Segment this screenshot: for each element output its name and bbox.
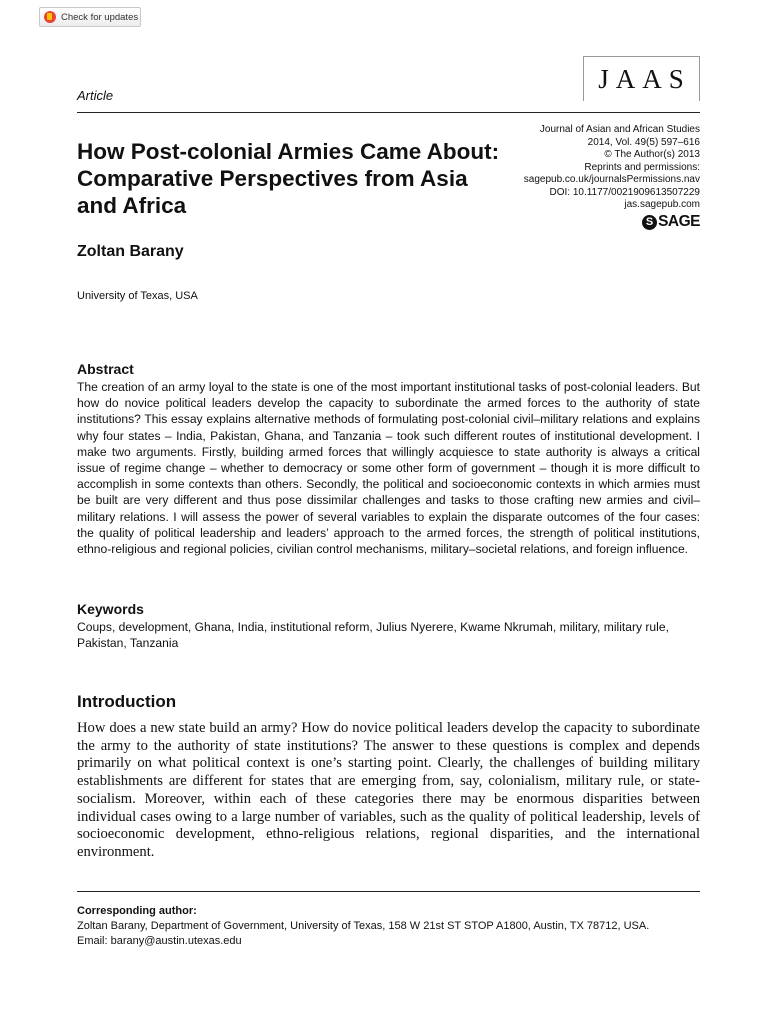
keywords-text: Coups, development, Ghana, India, institutional reform, Julius Nyerere, Kwame Nkrumah, military, military rule, Pakistan, Tanzania (77, 620, 669, 651)
crossmark-icon (44, 11, 56, 23)
corresponding-author-details (77, 919, 717, 948)
sage-s-icon: S (642, 215, 657, 230)
journal-site-link[interactable]: jas.sagepub.com (624, 199, 700, 210)
permissions-link[interactable]: sagepub.co.uk/journalsPermissions.nav (523, 174, 700, 185)
sage-logo-text: SAGE (658, 213, 700, 230)
sage-logo (642, 213, 700, 231)
introduction-heading: Introduction (77, 692, 177, 711)
journal-logo (583, 56, 700, 101)
corresponding-author-email[interactable]: Email: barany@austin.utexas.edu (77, 934, 242, 947)
footnote-rule (77, 891, 700, 892)
corresponding-author-address: Zoltan Barany, Department of Government, University of Texas, 158 W 21st ST STOP A1800, Austin, TX 78712, USA. (77, 920, 650, 932)
keywords-heading: Keywords (77, 601, 144, 617)
doi-link[interactable]: DOI: 10.1177/0021909613507229 (549, 186, 700, 198)
article-type-label: Article (77, 88, 114, 103)
author-affiliation: University of Texas, USA (77, 290, 198, 302)
header-rule (77, 112, 700, 113)
reprints-label: Reprints and permissions: (584, 161, 700, 173)
author-name: Zoltan Barany (77, 243, 184, 260)
article-title: How Post-colonial Armies Came About: Comparative Perspectives from Asia and Africa (77, 139, 500, 218)
journal-logo-text: JAAS (598, 63, 691, 94)
journal-info (440, 124, 700, 212)
copyright-line: © The Author(s) 2013 (604, 149, 700, 160)
check-for-updates-label: Check for updates (61, 11, 139, 23)
abstract-heading: Abstract (77, 361, 134, 377)
journal-volume: 2014, Vol. 49(5) 597–616 (587, 136, 700, 148)
corresponding-author-heading: Corresponding author: (77, 905, 197, 917)
journal-name: Journal of Asian and African Studies (539, 124, 700, 135)
abstract-text: The creation of an army loyal to the state is one of the most important institutional tasks of post-colonial leaders. But how do novice political leaders develop the capacity to subordinate the armed forces to the authority of state institutions? This essay explains alternative methods of formulating post-colonial civil–military relations and explains why four states – India, Pakistan, Ghana, and Tanzania – took such different routes of institutional development. I make two arguments. Firstly, building armed forces that willingly acquiesce to state authority is always a critical issue of regime change – whether to democracy or some other form of government – though it is more difficult to accomplish in some contexts than others. Secondly, the political and socioeconomic contexts in which armies must be built are very different and thus pose dissimilar challenges and tasks to those crafting new armies and civil–military relations. I will assess the power of several variables to explain the disparate outcomes of the four cases: the quality of political leadership and leaders’ approach to the armed forces, the strength of political institutions, ethno-religious and regional policies, civilian control mechanisms, military–societal relations, and foreign influence. (77, 380, 700, 557)
check-for-updates-button[interactable] (39, 7, 141, 27)
introduction-text: How does a new state build an army? How do novice political leaders develop the capacity to subordinate the army to the authority of state institutions? The answer to these questions is complex and depends primarily on what political context is one’s starting point. Clearly, the challenges of building military establishments are different for states that are emerging from, say, colonialism, military rule, or state-socialism. Moreover, within each of these categories there may be enormous disparities between individual cases owing to a large number of variables, such as the quality of political leadership, levels of socioeconomic development, ethno-religious relations, regional disparities, and the international environment. (77, 720, 700, 860)
